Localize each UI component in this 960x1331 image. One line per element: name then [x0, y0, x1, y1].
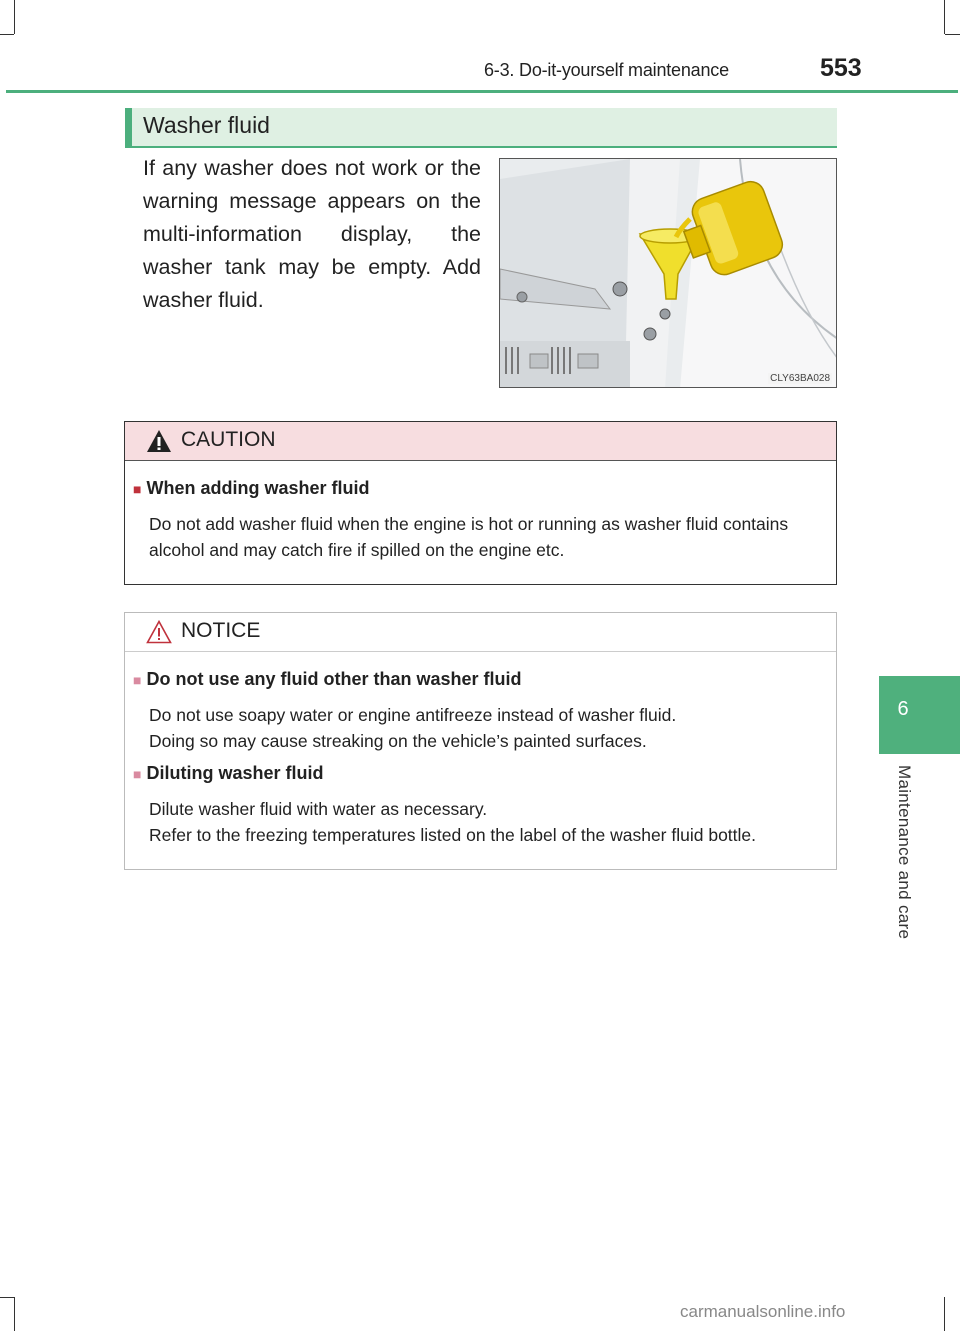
- chapter-number: 6: [897, 698, 909, 720]
- section-title: Washer fluid: [143, 112, 270, 138]
- notice-box: [124, 612, 837, 870]
- crop-mark: [14, 0, 15, 34]
- notice-title: NOTICE: [181, 619, 261, 642]
- notice-item-title: [133, 669, 522, 690]
- crop-mark: [944, 0, 945, 34]
- crop-mark: [0, 1297, 14, 1298]
- notice-item-title-text: Do not use any fluid other than washer fluid: [146, 669, 522, 689]
- notice-item-text: Doing so may cause streaking on the vehicle’s painted surfaces.: [149, 731, 647, 751]
- figure-code: CLY63BA028: [770, 373, 830, 384]
- bullet-square-icon: ■: [133, 766, 142, 782]
- bullet-square-icon: ■: [133, 672, 142, 688]
- notice-item-title: [133, 763, 323, 784]
- chapter-tab[interactable]: [879, 676, 960, 754]
- notice-item-text: Refer to the freezing temperatures listed on the label of the washer fluid bottle.: [149, 825, 757, 845]
- notice-header: [125, 613, 836, 652]
- chapter-label: Maintenance and care: [895, 765, 914, 940]
- caution-header: [125, 422, 836, 461]
- crop-mark: [0, 34, 14, 35]
- section-path: 6-3. Do-it-yourself maintenance: [484, 60, 729, 80]
- page-number: 553: [820, 54, 862, 82]
- caution-box: [124, 421, 837, 585]
- bullet-square-icon: ■: [133, 481, 142, 497]
- caution-item-title-text: When adding washer fluid: [146, 478, 370, 498]
- crop-mark: [14, 1297, 15, 1331]
- notice-triangle-icon: [145, 619, 173, 645]
- warning-triangle-icon: [145, 428, 173, 454]
- header-rule: [6, 90, 958, 93]
- caution-item-text: Do not add washer fluid when the engine is hot or running as washer fluid contains alcohol and may catch fire if spilled on the engine etc.: [149, 514, 789, 560]
- caution-item-title: [133, 478, 369, 499]
- notice-item-title-text: Diluting washer fluid: [146, 763, 324, 783]
- notice-item-text: Dilute washer fluid with water as necessary.: [149, 799, 488, 819]
- watermark[interactable]: carmanualsonline.info: [680, 1302, 846, 1321]
- section-heading-bar: [125, 108, 132, 146]
- crop-mark: [944, 1297, 945, 1331]
- caution-title: CAUTION: [181, 428, 276, 451]
- crop-mark: [945, 34, 960, 35]
- section-body: If any washer does not work or the warning message appears on the multi-information display, the washer tank may be empty. Add washer fluid.: [143, 156, 481, 312]
- illustration-drawing: [500, 159, 837, 388]
- section-heading: [125, 108, 837, 148]
- notice-item-text: Do not use soapy water or engine antifreeze instead of washer fluid.: [149, 705, 677, 725]
- washer-fluid-illustration: [499, 158, 837, 388]
